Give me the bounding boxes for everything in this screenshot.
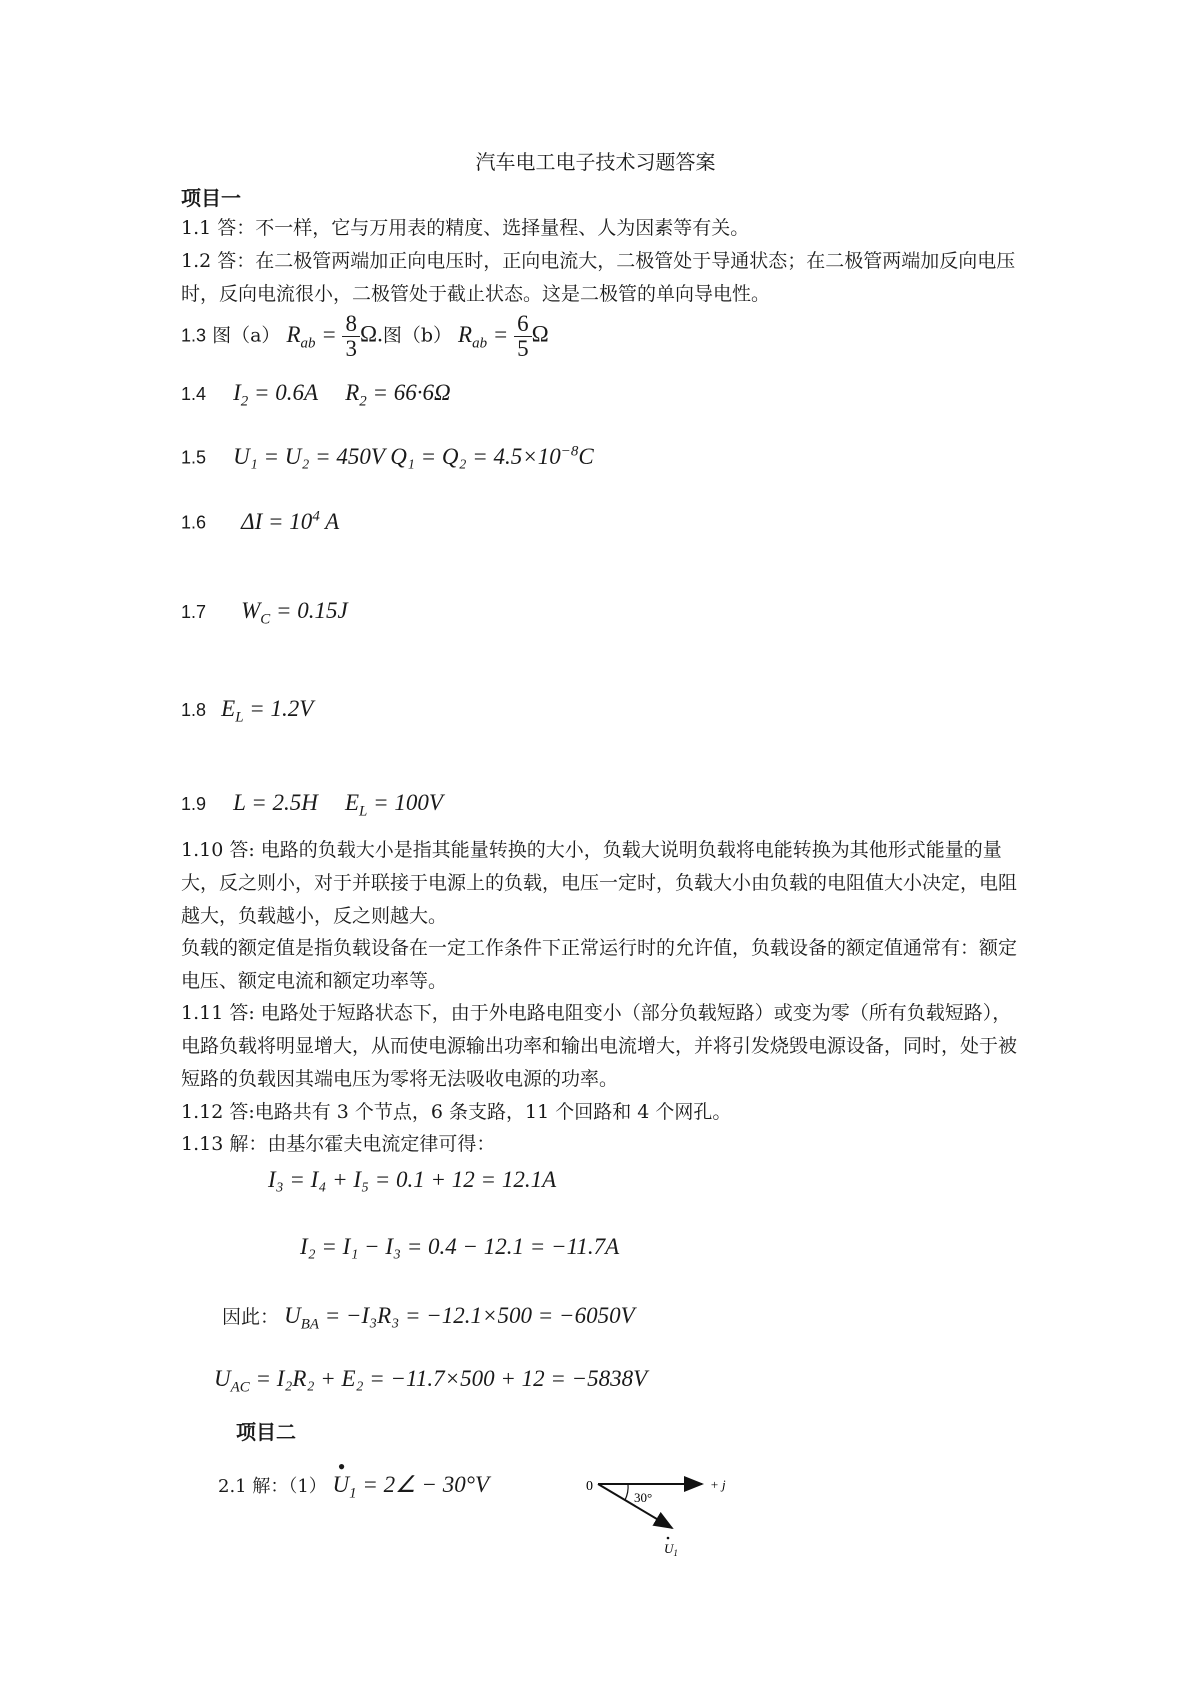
answer-1-12: 1.12 答:电路共有 3 个节点，6 条支路，11 个回路和 4 个网孔。 (181, 1101, 732, 1123)
answer-1-9: 1.9 L = 2.5H $E_L = 100V$ (181, 790, 443, 820)
answer-1-7: 1.7 $W_C = 0.15J$ (181, 598, 348, 628)
phasor-diagram (580, 1465, 750, 1560)
fraction-a: $\frac{8}{3}$ (342, 312, 360, 361)
equation-uba: 因此： $U_{BA} = -I_3R_3 = -12.1\times 500 = -6050V$ (222, 1303, 635, 1333)
answer-1-6: 1.6 $\Delta I = 10^4$ A (181, 508, 340, 534)
angle-label: 30° (634, 1490, 653, 1505)
fraction-b: $\frac{6}{5}$ (514, 312, 532, 361)
answer-2-1: 2.1 解：（1） U • $_1$ = 2∠ − 30°V (218, 1454, 490, 1502)
answer-1-3: 1.3 图（a） $R_{ab}$ = $\frac{8}{3}$ Ω.图（b） $R_{ab}$ = $\frac{6}{5}$ Ω (181, 311, 549, 362)
axis-label: + j (710, 1477, 726, 1492)
equation-i2: I₂ = I₁ − I₃ = 0.4 − 12.1 = −11.7A (300, 1234, 620, 1259)
phasor-label-dot (667, 1537, 670, 1540)
answer-1-10-rated: 负载的额定值是指负载设备在一定工作条件下正常运行时的允许值，负载设备的额定值通常有：额定电压、额定电流和额定功率等。 (181, 937, 1018, 992)
answer-1-5: 1.5 U₁ = U₂ = 450V $Q_1 = Q_2 = 4.5\times 10^{-8}C$ (181, 443, 594, 469)
equation-i3: I₃ = I₄ + I₅ = 0.1 + 12 = 12.1A (268, 1167, 557, 1192)
answer-1-13: 1.13 解：由基尔霍夫电流定律可得： (181, 1133, 496, 1155)
answer-1-4: 1.4 $I_2 = 0.6A$ $R_2 = 66\cdot 6\Omega$ (181, 380, 451, 410)
phasor-u1-label: $U_1$ (664, 1541, 678, 1558)
answer-1-1: 1.1 答：不一样，它与万用表的精度、选择量程、人为因素等有关。 (181, 217, 750, 239)
phasor-dot: • (337, 1454, 346, 1479)
answer-1-11: 1.11 答: 电路处于短路状态下，由于外电路电阻变小（部分负载短路）或变为零（所有负载短路），电路负载将明显增大，从而使电源输出功率和输出电流增大，并将引发烧毁电源设备，同时，处于被短路的负载因其端电压为零将无法吸收电源的功率。 (181, 1002, 1018, 1090)
angle-arc (625, 1484, 628, 1500)
origin-label: 0 (586, 1479, 593, 1494)
answer-1-10: 1.10 答: 电路的负载大小是指其能量转换的大小，负载大说明负载将电能转换为其他形式能量的量大，反之则小，对于并联接于电源上的负载，电压一定时，负载大小由负载的电阻值大小决定，电阻越大，负载越小，反之则越大。 (181, 839, 1018, 927)
answer-1-8: 1.8 $E_L = 1.2V$ (181, 696, 314, 726)
answer-1-2: 1.2 答：在二极管两端加正向电压时，正向电流大，二极管处于导通状态；在二极管两端加反向电压时，反向电流很小，二极管处于截止状态。这是二极管的单向导电性。 (181, 250, 1016, 305)
equation-uac: $U_{AC} = I_2R_2 + E_2 = -11.7\times 500 + 12 = -5838V$ (214, 1366, 648, 1396)
section-heading-2: 项目二 (236, 1420, 296, 1444)
document-title: 汽车电工电子技术习题答案 (475, 150, 716, 174)
section-heading-1: 项目一 (181, 186, 241, 210)
